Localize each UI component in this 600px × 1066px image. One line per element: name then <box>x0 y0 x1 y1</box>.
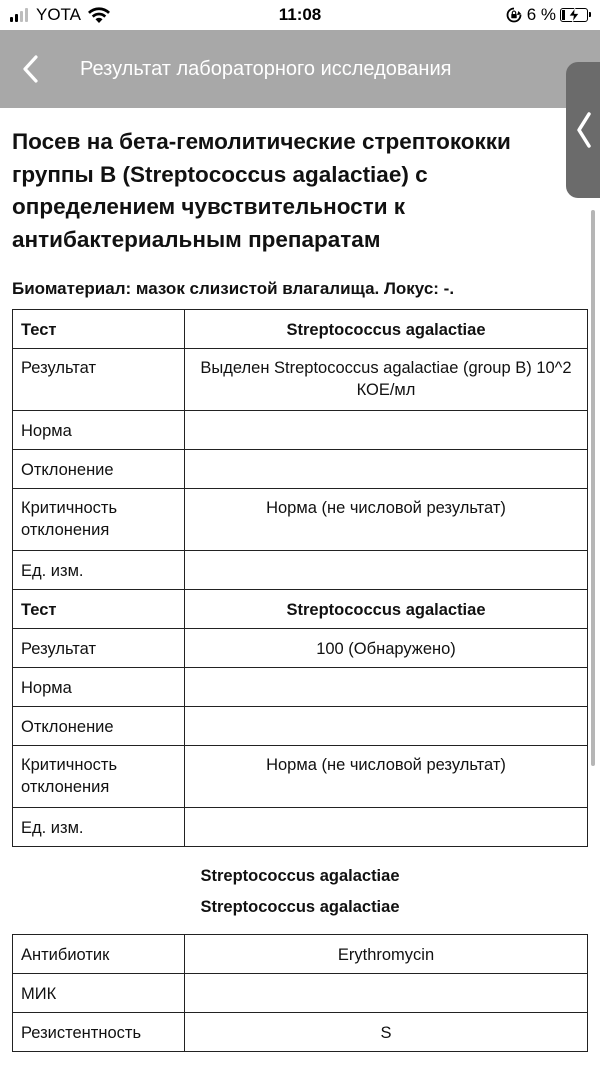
row-value <box>185 707 588 746</box>
row-value: Норма (не числовой результат) <box>185 746 588 808</box>
biomaterial-info: Биоматериал: мазок слизистой влагалища. Локус: -. <box>12 279 455 298</box>
row-value: Выделен Streptococcus agalactiae (group B) 10^2 КОЕ/мл <box>185 349 588 411</box>
table-row <box>13 310 588 349</box>
table-row <box>13 974 588 1013</box>
table-row <box>13 411 588 450</box>
row-value <box>185 551 588 590</box>
row-value: Streptococcus agalactiae <box>185 590 588 629</box>
results-table <box>12 309 588 847</box>
table-row <box>13 746 588 808</box>
status-right <box>506 5 588 25</box>
table-row <box>13 668 588 707</box>
carrier-name: YOTA <box>36 5 82 24</box>
row-label: Критичность отклонения <box>13 489 185 551</box>
row-label: Тест <box>13 310 185 349</box>
status-time: 11:08 <box>278 5 322 24</box>
antibiotic-table <box>12 934 588 1052</box>
table-row <box>13 1013 588 1052</box>
battery-icon <box>560 8 588 22</box>
row-label: Ед. изм. <box>13 551 185 590</box>
app-header <box>0 30 600 108</box>
row-label: Норма <box>13 668 185 707</box>
row-value <box>185 808 588 847</box>
organism-name: Streptococcus agalactiae <box>200 867 400 885</box>
row-label: Резистентность <box>13 1013 185 1052</box>
table-row <box>13 935 588 974</box>
row-label: Отклонение <box>13 707 185 746</box>
row-value: S <box>185 1013 588 1052</box>
table-row <box>13 349 588 411</box>
page-title: Посев на бета-гемолитические стрептококки группы В (Streptococcus agalactiae) с определением чувствительности к антибактериальным препаратам <box>12 129 511 252</box>
row-value: Streptococcus agalactiae <box>185 310 588 349</box>
row-label: МИК <box>13 974 185 1013</box>
status-bar <box>0 0 600 30</box>
row-value <box>185 974 588 1013</box>
organism-name: Streptococcus agalactiae <box>200 898 400 916</box>
row-value <box>185 668 588 707</box>
row-label: Тест <box>13 590 185 629</box>
battery-percent: 6 % <box>526 5 556 24</box>
row-label: Норма <box>13 411 185 450</box>
row-value: Erythromycin <box>185 935 588 974</box>
row-label: Ед. изм. <box>13 808 185 847</box>
table-row <box>13 489 588 551</box>
rotation-lock-icon <box>506 7 522 23</box>
content <box>12 126 588 1052</box>
table-row <box>13 450 588 489</box>
scroll-indicator[interactable] <box>591 210 595 766</box>
row-label: Результат <box>13 349 185 411</box>
table-row <box>13 551 588 590</box>
chevron-left-icon <box>21 55 39 83</box>
row-value <box>185 411 588 450</box>
row-value <box>185 450 588 489</box>
row-label: Критичность отклонения <box>13 746 185 808</box>
table-row <box>13 590 588 629</box>
row-value: 100 (Обнаружено) <box>185 629 588 668</box>
row-label: Антибиотик <box>13 935 185 974</box>
row-value: Норма (не числовой результат) <box>185 489 588 551</box>
header-title: Результат лабораторного исследования <box>80 58 452 80</box>
back-button[interactable] <box>14 52 46 86</box>
row-label: Отклонение <box>13 450 185 489</box>
table-row <box>13 808 588 847</box>
table-row <box>13 629 588 668</box>
row-label: Результат <box>13 629 185 668</box>
table-row <box>13 707 588 746</box>
